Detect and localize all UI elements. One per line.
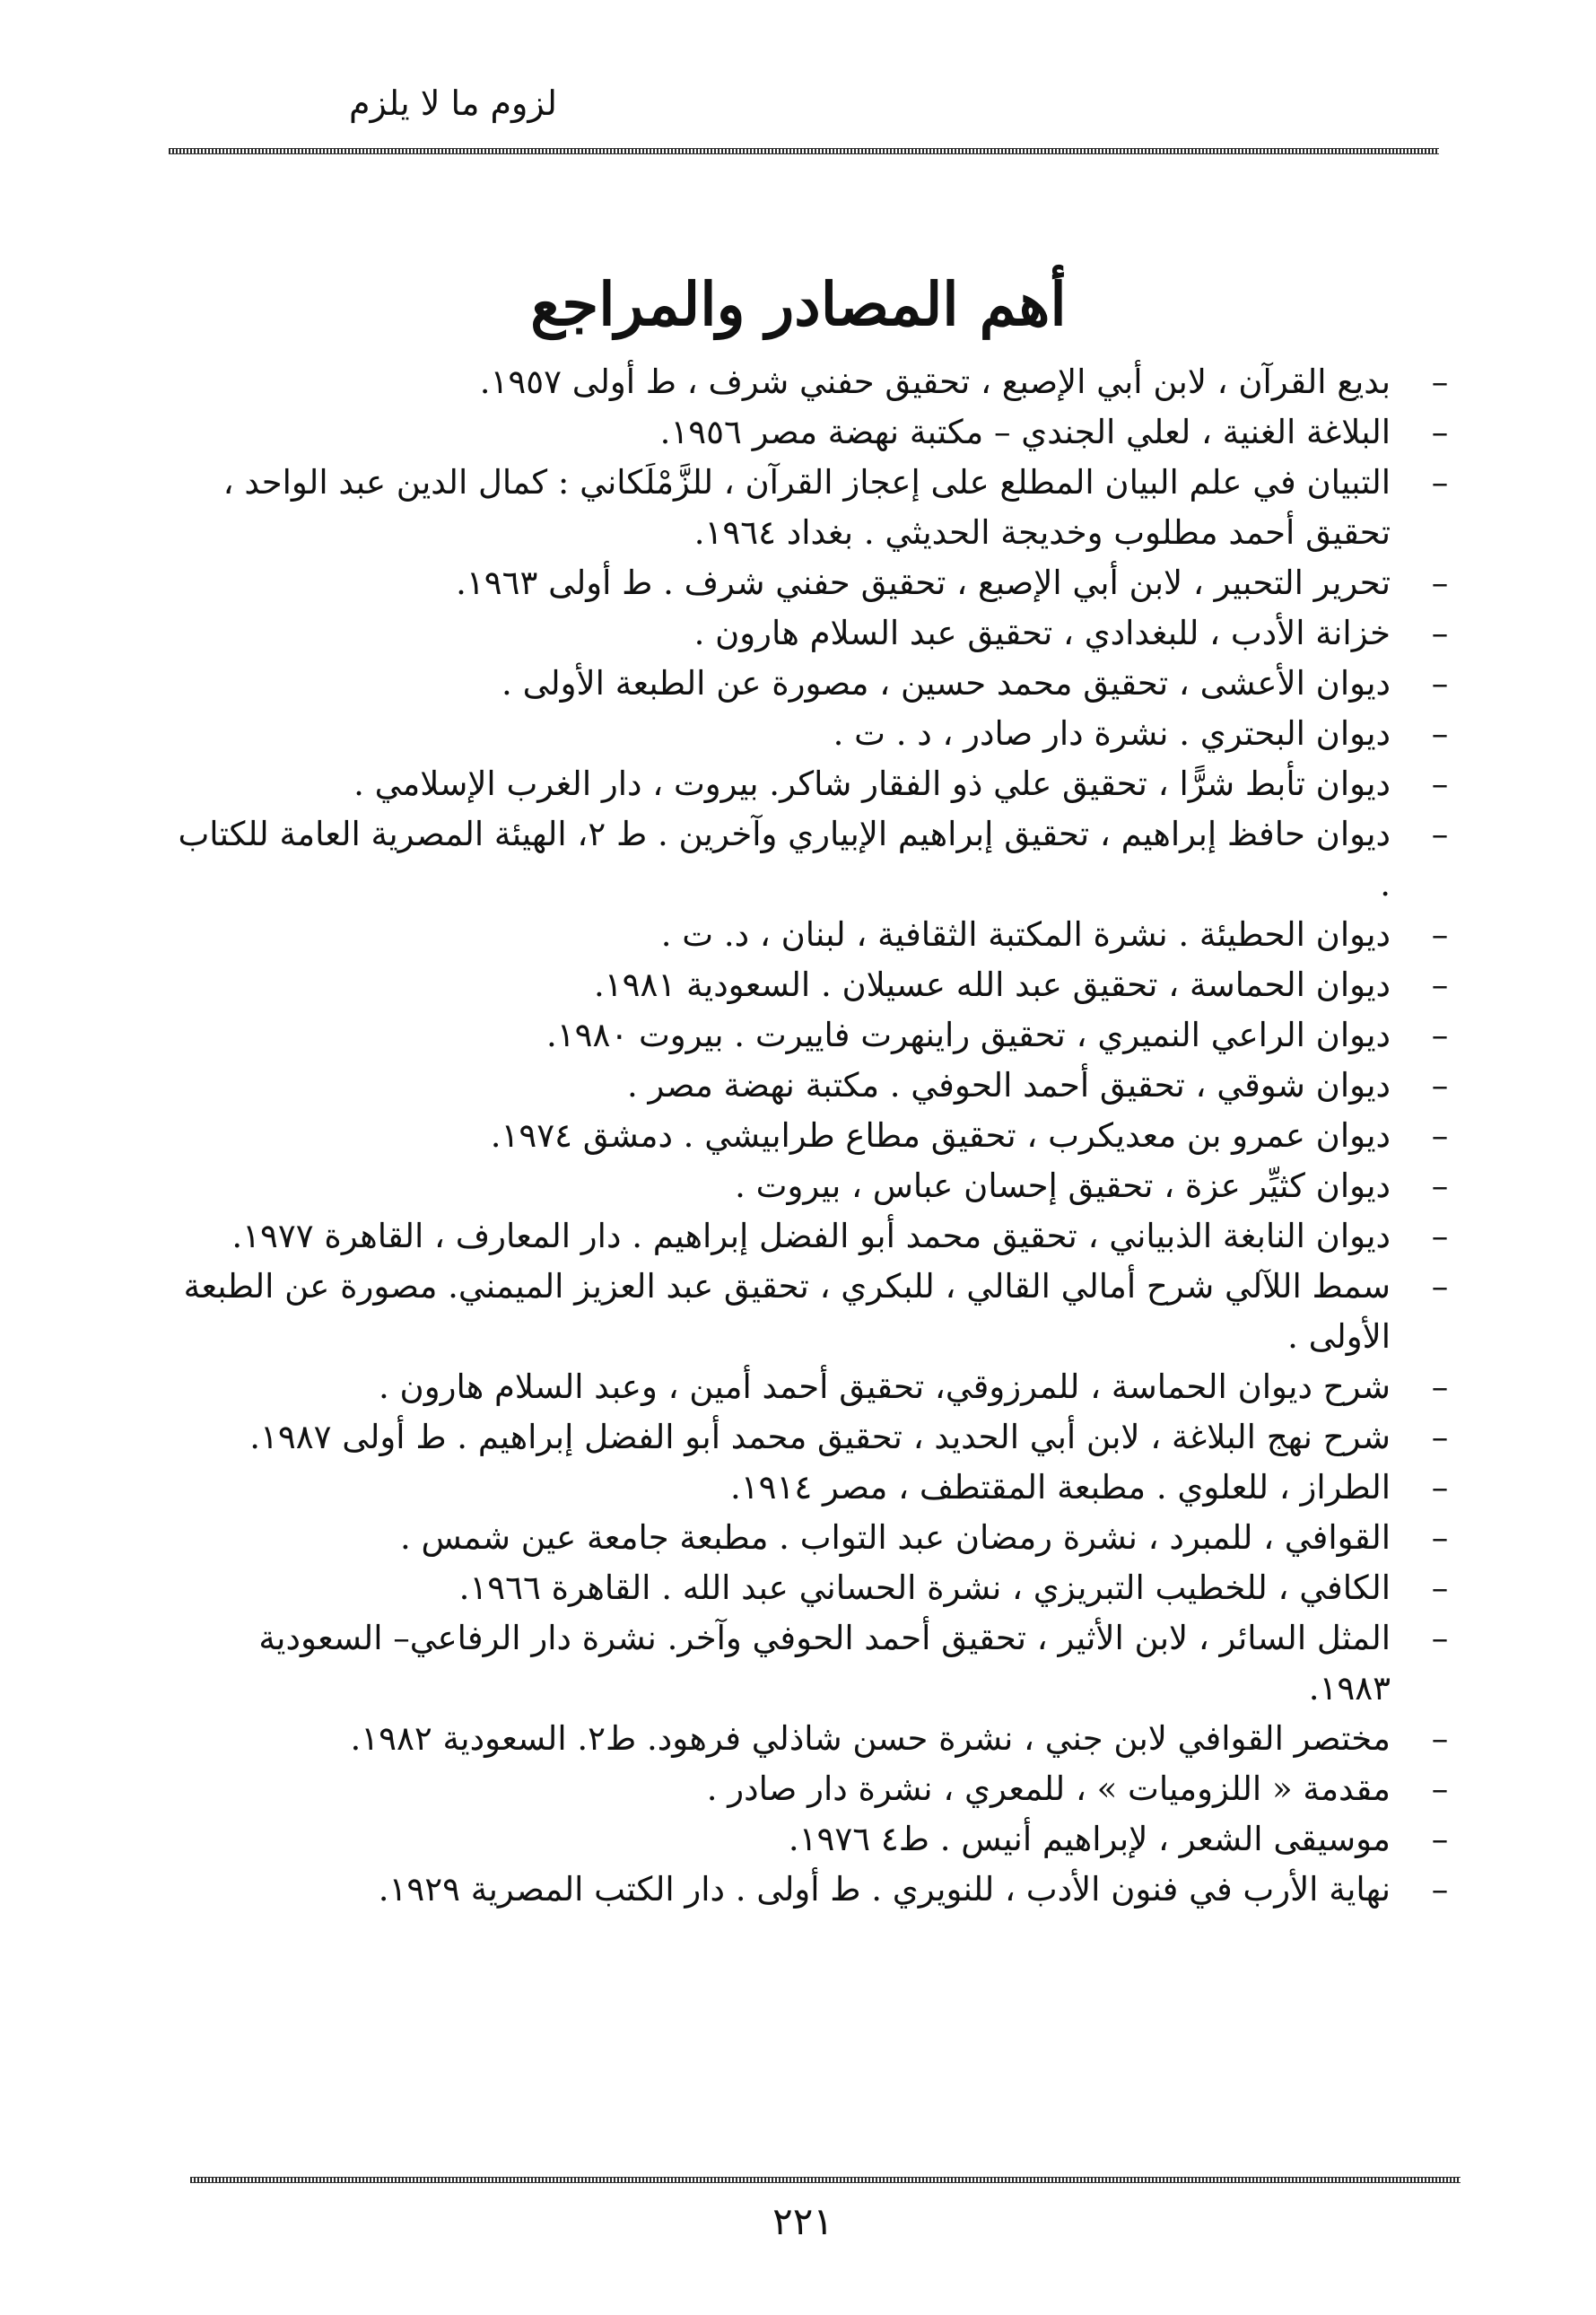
reference-item bbox=[170, 1613, 1458, 1714]
reference-item bbox=[170, 1714, 1458, 1764]
reference-text: خزانة الأدب ، للبغدادي ، تحقيق عبد السلام هارون . bbox=[693, 614, 1391, 652]
reference-item bbox=[170, 1362, 1458, 1412]
reference-text: تحرير التحبير ، لابن أبي الإصبع ، تحقيق حفني شرف . ط أولى ١٩٦٣. bbox=[456, 563, 1391, 602]
bullet-dash: – bbox=[1431, 1166, 1449, 1205]
bullet-dash: – bbox=[1431, 1267, 1449, 1306]
reference-text: الكافي ، للخطيب التبريزي ، نشرة الحساني عبد الله . القاهرة ١٩٦٦. bbox=[458, 1568, 1391, 1607]
reference-text: ديوان البحتري . نشرة دار صادر ، د . ت . bbox=[833, 714, 1391, 753]
bullet-dash: – bbox=[1431, 915, 1449, 954]
reference-text: نهاية الأرب في فنون الأدب ، للنويري . ط أولى . دار الكتب المصرية ١٩٢٩. bbox=[378, 1870, 1391, 1909]
reference-item bbox=[170, 1061, 1458, 1111]
reference-item bbox=[170, 558, 1458, 608]
reference-item bbox=[170, 960, 1458, 1010]
reference-text: ديوان الحماسة ، تحقيق عبد الله عسيلان . السعودية ١٩٨١. bbox=[594, 965, 1391, 1004]
header-rule bbox=[169, 148, 1439, 154]
bullet-dash: – bbox=[1431, 1769, 1449, 1808]
bullet-dash: – bbox=[1431, 1518, 1449, 1557]
bullet-dash: – bbox=[1431, 1619, 1449, 1657]
reference-item bbox=[170, 1563, 1458, 1613]
page-number: ٢٢١ bbox=[772, 2199, 833, 2243]
bullet-dash: – bbox=[1431, 1367, 1449, 1406]
running-header: لزوم ما لا يلزم bbox=[349, 83, 557, 123]
reference-item bbox=[170, 1111, 1458, 1161]
bullet-dash: – bbox=[1431, 363, 1449, 401]
reference-text: مختصر القوافي لابن جني ، نشرة حسن شاذلي فرهود. ط٢. السعودية ١٩٨٢. bbox=[350, 1719, 1391, 1758]
reference-item bbox=[170, 1161, 1458, 1211]
bullet-dash: – bbox=[1431, 413, 1449, 451]
reference-item bbox=[170, 809, 1458, 910]
bullet-dash: – bbox=[1431, 664, 1449, 703]
reference-item bbox=[170, 1463, 1458, 1513]
reference-text: شرح نهج البلاغة ، لابن أبي الحديد ، تحقيق محمد أبو الفضل إبراهيم . ط أولى ١٩٨٧. bbox=[249, 1418, 1391, 1456]
bullet-dash: – bbox=[1431, 1568, 1449, 1607]
reference-item bbox=[170, 1814, 1458, 1865]
reference-text: القوافي ، للمبرد ، نشرة رمضان عبد التواب . مطبعة جامعة عين شمس . bbox=[399, 1518, 1391, 1557]
bullet-dash: – bbox=[1431, 1217, 1449, 1255]
bullet-dash: – bbox=[1431, 1016, 1449, 1054]
bullet-dash: – bbox=[1431, 1719, 1449, 1758]
bullet-dash: – bbox=[1431, 965, 1449, 1004]
reference-item bbox=[170, 709, 1458, 759]
reference-text: ديوان النابغة الذبياني ، تحقيق محمد أبو الفضل إبراهيم . دار المعارف ، القاهرة ١٩٧٧. bbox=[231, 1217, 1391, 1255]
reference-item bbox=[170, 1764, 1458, 1814]
reference-item bbox=[170, 1010, 1458, 1061]
bullet-dash: – bbox=[1431, 1418, 1449, 1456]
reference-text: البلاغة الغنية ، لعلي الجندي – مكتبة نهضة مصر ١٩٥٦. bbox=[659, 413, 1391, 451]
reference-item bbox=[170, 357, 1458, 407]
reference-item bbox=[170, 910, 1458, 960]
reference-text: الطراز ، للعلوي . مطبعة المقتطف ، مصر ١٩١٤. bbox=[730, 1468, 1391, 1507]
bullet-dash: – bbox=[1431, 563, 1449, 602]
bullet-dash: – bbox=[1431, 1820, 1449, 1858]
reference-item bbox=[170, 1412, 1458, 1463]
reference-text: ديوان تأبط شرًّا ، تحقيق علي ذو الفقار شاكر. بيروت ، دار الغرب الإسلامي . bbox=[353, 764, 1391, 803]
bullet-dash: – bbox=[1431, 614, 1449, 652]
reference-item bbox=[170, 1211, 1458, 1262]
bullet-dash: – bbox=[1431, 463, 1449, 502]
reference-item bbox=[170, 1262, 1458, 1362]
section-title: أهم المصادر والمراجع bbox=[530, 269, 1067, 339]
reference-item bbox=[170, 759, 1458, 809]
reference-list bbox=[170, 357, 1458, 1915]
bullet-dash: – bbox=[1431, 1870, 1449, 1909]
reference-text: شرح ديوان الحماسة ، للمرزوقي، تحقيق أحمد أمين ، وعبد السلام هارون . bbox=[379, 1367, 1391, 1406]
reference-text: ديوان الراعي النميري ، تحقيق راينهرت فاييرت . بيروت ١٩٨٠. bbox=[545, 1016, 1391, 1054]
reference-text: بديع القرآن ، لابن أبي الإصبع ، تحقيق حفني شرف ، ط أولى ١٩٥٧. bbox=[479, 363, 1391, 401]
bullet-dash: – bbox=[1431, 815, 1449, 853]
reference-item bbox=[170, 458, 1458, 558]
reference-text: موسيقى الشعر ، لإبراهيم أنيس . ط٤ ١٩٧٦. bbox=[788, 1820, 1391, 1858]
reference-item bbox=[170, 608, 1458, 659]
reference-item bbox=[170, 1865, 1458, 1915]
reference-text: التبيان في علم البيان المطلع على إعجاز القرآن ، للزَّمْلَكاني : كمال الدين عبد الواحد ، تحقيق أحمد مطلوب وخديجة الحديثي . بغداد ١٩٦٤. bbox=[222, 463, 1391, 552]
bullet-dash: – bbox=[1431, 1116, 1449, 1155]
reference-text: مقدمة « اللزوميات » ، للمعري ، نشرة دار صادر . bbox=[706, 1769, 1391, 1808]
bullet-dash: – bbox=[1431, 714, 1449, 753]
reference-text: ديوان حافظ إبراهيم ، تحقيق إبراهيم الإبياري وآخرين . ط ٢، الهيئة المصرية العامة للكتاب . bbox=[178, 815, 1391, 904]
reference-item bbox=[170, 407, 1458, 458]
footer-rule bbox=[190, 2177, 1461, 2183]
reference-item bbox=[170, 1513, 1458, 1563]
reference-text: ديوان الأعشى ، تحقيق محمد حسين ، مصورة عن الطبعة الأولى . bbox=[501, 664, 1391, 703]
reference-text: ديوان شوقي ، تحقيق أحمد الحوفي . مكتبة نهضة مصر . bbox=[626, 1066, 1391, 1105]
reference-text: ديوان الحطيئة . نشرة المكتبة الثقافية ، لبنان ، د. ت . bbox=[660, 915, 1391, 954]
bullet-dash: – bbox=[1431, 1066, 1449, 1105]
reference-text: ديوان كثيِّر عزة ، تحقيق إحسان عباس ، بيروت . bbox=[735, 1166, 1391, 1205]
reference-text: ديوان عمرو بن معديكرب ، تحقيق مطاع طرابيشي . دمشق ١٩٧٤. bbox=[490, 1116, 1391, 1155]
reference-item bbox=[170, 659, 1458, 709]
reference-text: المثل السائر ، لابن الأثير ، تحقيق أحمد الحوفي وآخر. نشرة دار الرفاعي– السعودية ١٩٨٣. bbox=[258, 1619, 1391, 1708]
bullet-dash: – bbox=[1431, 1468, 1449, 1507]
bullet-dash: – bbox=[1431, 764, 1449, 803]
reference-text: سمط اللآلي شرح أمالي القالي ، للبكري ، تحقيق عبد العزيز الميمني. مصورة عن الطبعة الأولى . bbox=[183, 1267, 1391, 1356]
